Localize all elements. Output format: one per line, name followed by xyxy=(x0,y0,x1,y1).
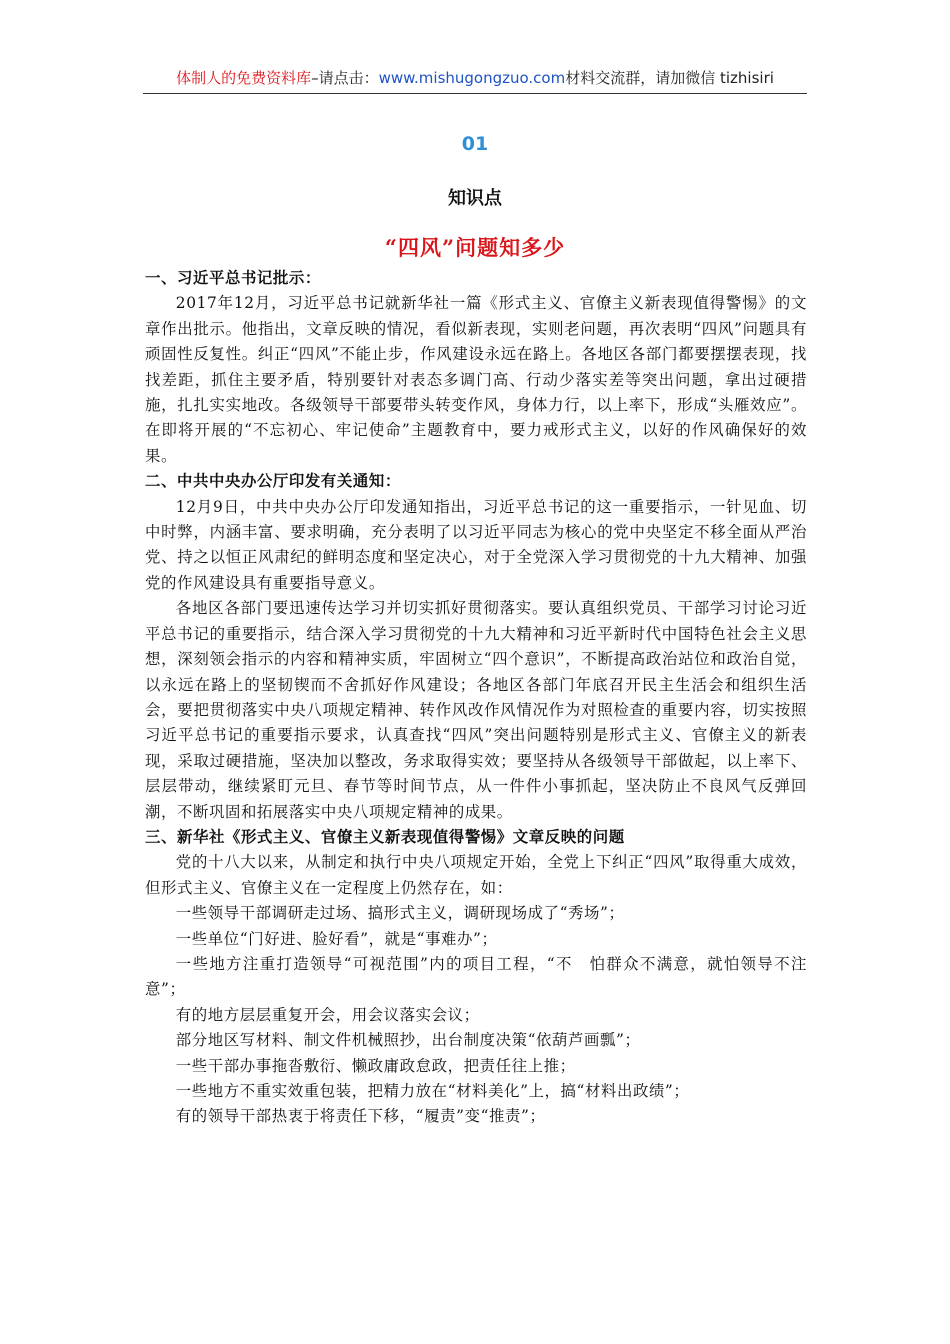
part1-paragraph: 2017年12月，习近平总书记就新华社一篇《形式主义、官僚主义新表现值得警惕》的文章作出批示。他指出，文章反映的情况，看似新表现，实则老问题，再次表明“四风”问题具有顽固性反复性。纠正“四风”不能止步，作风建设永远在路上。各地区各部门都要摆摆表现，找找差距，抓住主要矛盾，特别要针对表态多调门高、行动少落实差等突出问题，拿出过硬措施，扎扎实实地改。各级领导干部要带头转变作风，身体力行，以上率下，形成“头雁效应”。在即将开展的“不忘初心、牢记使命”主题教育中，要力戒形式主义，以好的作风确保好的效果。 xyxy=(145,294,807,465)
list-item: 部分地区写材料、制文件机械照抄，出台制度决策“依葫芦画瓢”； xyxy=(175,1031,641,1050)
part2-paragraph-1: 12月9日，中共中央办公厅印发通知指出，习近平总书记的这一重要指示，一针见血、切中时弊，内涵丰富、要求明确，充分表明了以习近平同志为核心的党中央坚定不移全面从严治党、持之以恒正风肃纪的鲜明态度和坚定决心，对于全党深入学习贯彻党的十九大精神、加强党的作风建设具有重要指导意义。 xyxy=(145,497,807,592)
header-brand: 体制人的免费资料库 xyxy=(176,69,312,87)
list-item: 一些地方注重打造领导“可视范围”内的项目工程，“不 怕群众不满意，就怕领导不注意”； xyxy=(145,954,807,999)
part1-heading: 一、习近平总书记批示： xyxy=(145,269,321,287)
part3-heading: 三、新华社《形式主义、官僚主义新表现值得警惕》文章反映的问题 xyxy=(145,827,625,846)
list-item: 一些地方不重实效重包装，把精力放在“材料美化”上，搞“材料出政绩”； xyxy=(175,1082,690,1100)
list-item: 一些单位“门好进、脸好看”，就是“事难办”； xyxy=(175,929,498,948)
list-item: 有的领导干部热衷于将责任下移，“履责”变“推责”； xyxy=(175,1107,546,1126)
list-item: 一些领导干部调研走过场、搞形式主义，调研现场成了“秀场”； xyxy=(175,904,625,923)
section-subtitle: 知识点 xyxy=(448,188,502,209)
header-website-link[interactable]: www.mishugongzuo.com xyxy=(378,69,566,87)
header-contact: 材料交流群，请加微信 tizhisiri xyxy=(565,69,774,87)
part3-intro: 党的十八大以来，从制定和执行中央八项规定开始，全党上下纠正“四风”取得重大成效，但形式主义、官僚主义在一定程度上仍然存在，如： xyxy=(145,853,807,897)
list-item: 一些干部办事拖沓敷衍、懒政庸政怠政，把责任往上推； xyxy=(175,1056,576,1075)
document-title: “四风”问题知多少 xyxy=(384,235,566,260)
section-number: 01 xyxy=(461,133,489,155)
list-item: 有的地方层层重复开会，用会议落实会议； xyxy=(175,1005,480,1024)
header-prompt: –请点击： xyxy=(311,69,379,87)
part2-heading: 二、中共中央办公厅印发有关通知： xyxy=(145,472,401,491)
page-header xyxy=(143,66,807,94)
part2-paragraph-2: 各地区各部门要迅速传达学习并切实抓好贯彻落实。要认真组织党员、干部学习讨论习近平总书记的重要指示，结合深入学习贯彻党的十九大精神和习近平新时代中国特色社会主义思想，深刻领会指示的内容和精神实质，牢固树立“四个意识”，不断提高政治站位和政治自觉，以永远在路上的坚韧锲而不舍抓好作风建设；各地区各部门年底召开民主生活会和组织生活会，要把贯彻落实中央八项规定精神、转作风改作风情况作为对照检查的重要内容，切实按照习近平总书记的重要指示要求，认真查找“四风”突出问题特别是形式主义、官僚主义的新表现，采取过硬措施，坚决加以整改，务求取得实效；要坚持从各级领导干部做起，以上率下、层层带动，继续紧盯元旦、春节等时间节点，从一件件小事抓起，坚决防止不良风气反弹回潮，不断巩固和拓展落实中央八项规定精神的成果。 xyxy=(145,599,807,821)
document-body xyxy=(145,266,807,1130)
